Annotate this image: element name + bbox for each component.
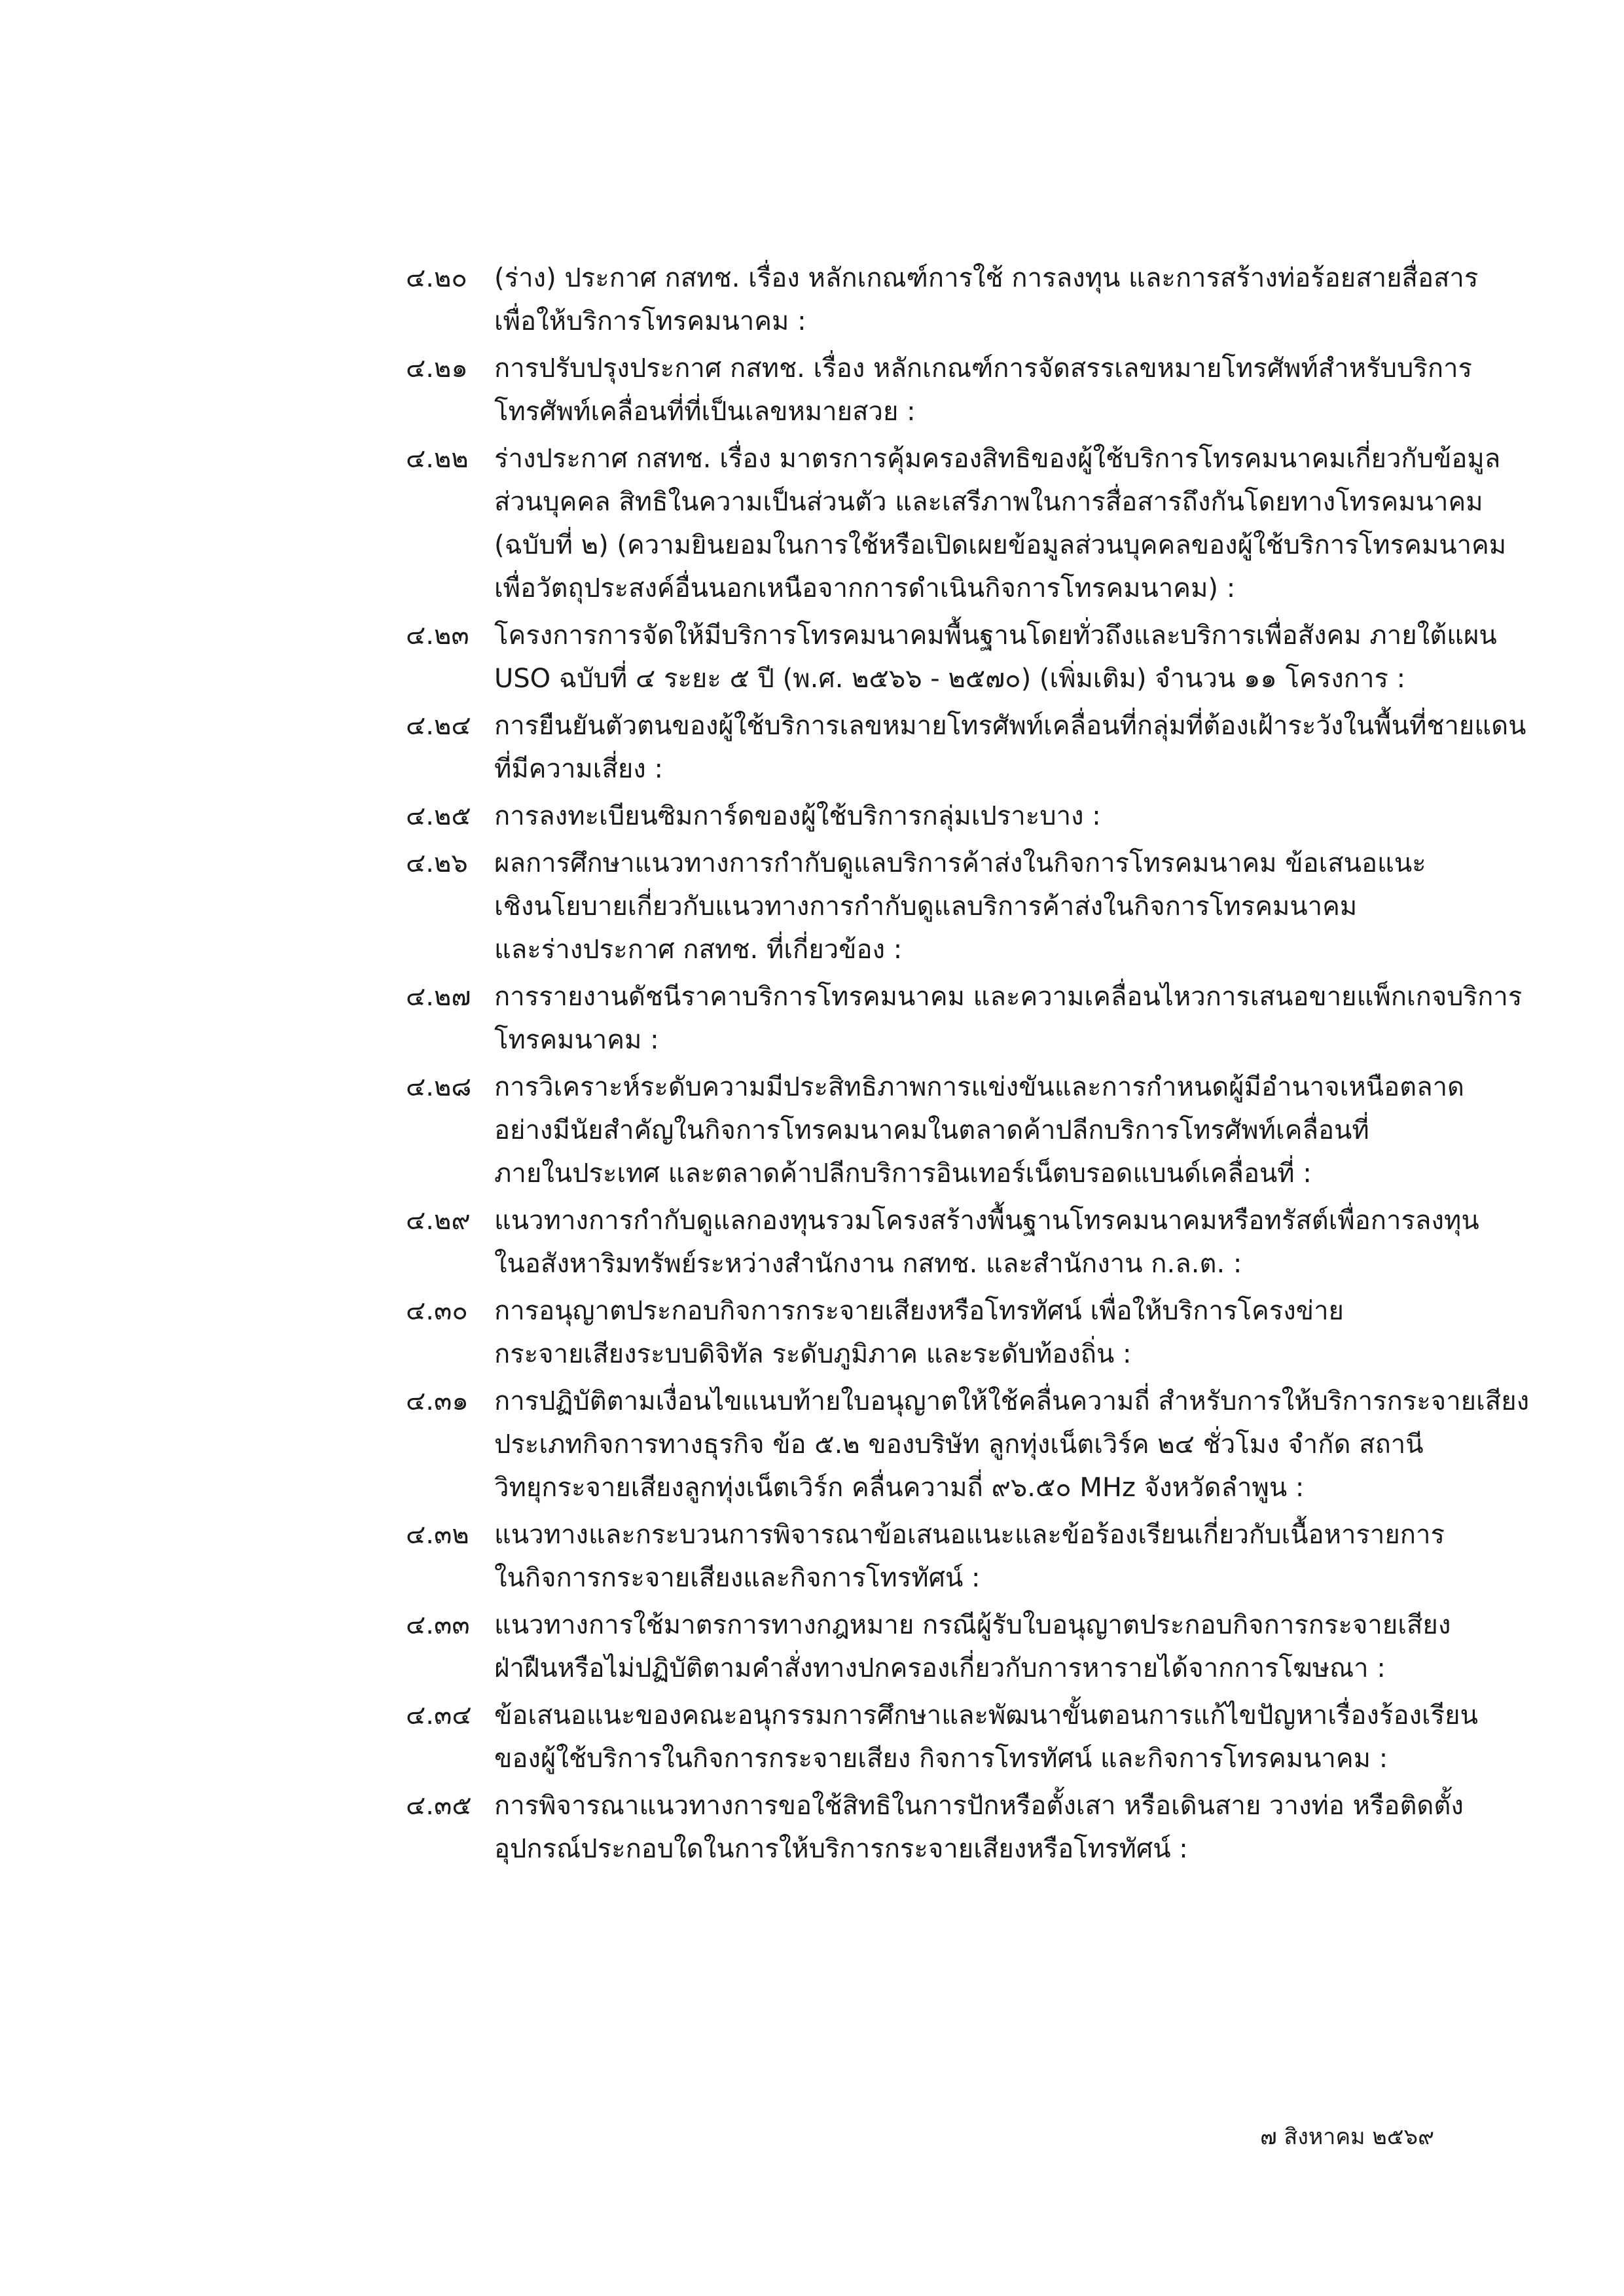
- agenda-item-line: (ฉบับที่ ๒) (ความยินยอมในการใช้หรือเปิดเผยข้อมูลส่วนบุคคลของผู้ใช้บริการโทรคมนาคม: [494, 530, 1507, 560]
- agenda-item-number: ๔.๒๘: [406, 1072, 472, 1102]
- agenda-item-number: ๔.๒๙: [406, 1206, 471, 1236]
- agenda-item-line: และร่างประกาศ กสทช. ที่เกี่ยวข้อง :: [494, 935, 903, 965]
- agenda-item-line: ฝ่าฝืนหรือไม่ปฏิบัติตามคำสั่งทางปกครองเกี่ยวกับการหารายได้จากการโฆษณา :: [494, 1653, 1386, 1683]
- agenda-item-line: USO ฉบับที่ ๔ ระยะ ๕ ปี (พ.ศ. ๒๕๖๖ - ๒๕๗๐) (เพิ่มเติม) จำนวน ๑๑ โครงการ :: [494, 664, 1406, 694]
- footer-date: ๗ สิงหาคม ๒๕๖๙: [1260, 2124, 1434, 2150]
- agenda-item-text: [494, 842, 1558, 971]
- agenda-item: [406, 1380, 1558, 1509]
- agenda-item-line: การยืนยันตัวตนของผู้ใช้บริการเลขหมายโทรศัพท์เคลื่อนที่กลุ่มที่ต้องเฝ้าระวังในพื้นที่ชายแดน: [494, 711, 1526, 741]
- agenda-item-line: การลงทะเบียนซิมการ์ดของผู้ใช้บริการกลุ่มเปราะบาง :: [494, 801, 1101, 831]
- agenda-item-line: ผลการศึกษาแนวทางการกำกับดูแลบริการค้าส่งในกิจการโทรคมนาคม ข้อเสนอแนะ: [494, 848, 1426, 878]
- agenda-item-line: โทรศัพท์เคลื่อนที่ที่เป็นเลขหมายสวย :: [494, 397, 916, 427]
- agenda-item-line: เชิงนโยบายเกี่ยวกับแนวทางการกำกับดูแลบริการค้าส่งในกิจการโทรคมนาคม: [494, 891, 1358, 922]
- agenda-item-text: [494, 1380, 1558, 1509]
- agenda-item-text: [494, 614, 1558, 700]
- agenda-item: [406, 1199, 1558, 1285]
- agenda-item-text: [494, 1066, 1558, 1195]
- agenda-item-line: การวิเคราะห์ระดับความมีประสิทธิภาพการแข่งขันและการกำหนดผู้มีอำนาจเหนือตลาด: [494, 1072, 1465, 1102]
- agenda-item-number: ๔.๓๓: [406, 1610, 470, 1640]
- agenda-item-line: อุปกรณ์ประกอบใดในการให้บริการกระจายเสียงหรือโทรทัศน์ :: [494, 1834, 1188, 1864]
- agenda-item-text: [494, 257, 1558, 343]
- agenda-item-line: การพิจารณาแนวทางการขอใช้สิทธิในการปักหรือตั้งเสา หรือเดินสาย วางท่อ หรือติดตั้ง: [494, 1791, 1464, 1821]
- agenda-item-line: แนวทางการกำกับดูแลกองทุนรวมโครงสร้างพื้นฐานโทรคมนาคมหรือทรัสต์เพื่อการลงทุน: [494, 1206, 1479, 1236]
- agenda-item-number: ๔.๒๕: [406, 801, 471, 831]
- agenda-item-line: ในอสังหาริมทรัพย์ระหว่างสำนักงาน กสทช. และสำนักงาน ก.ล.ต. :: [494, 1249, 1242, 1279]
- agenda-item-line: อย่างมีนัยสำคัญในกิจการโทรคมนาคมในตลาดค้าปลีกบริการโทรศัพท์เคลื่อนที่: [494, 1115, 1369, 1145]
- agenda-item: [406, 975, 1558, 1062]
- agenda-item-line: ในกิจการกระจายเสียงและกิจการโทรทัศน์ :: [494, 1563, 981, 1593]
- agenda-item-number: ๔.๓๒: [406, 1520, 469, 1550]
- agenda-item-number: ๔.๓๔: [406, 1700, 472, 1731]
- agenda-item-line: โทรคมนาคม :: [494, 1025, 659, 1055]
- agenda-item: [406, 1066, 1558, 1195]
- agenda-item: [406, 1784, 1558, 1871]
- agenda-item-line: การปรับปรุงประกาศ กสทช. เรื่อง หลักเกณฑ์การจัดสรรเลขหมายโทรศัพท์สำหรับบริการ: [494, 353, 1473, 384]
- agenda-item: [406, 257, 1558, 343]
- agenda-item-text: [494, 1784, 1558, 1871]
- agenda-item-line: การอนุญาตประกอบกิจการกระจายเสียงหรือโทรทัศน์ เพื่อให้บริการโครงข่าย: [494, 1296, 1344, 1326]
- agenda-item: [406, 704, 1558, 791]
- agenda-item-number: ๔.๒๔: [406, 711, 471, 741]
- agenda-item-text: [494, 795, 1558, 838]
- agenda-item: [406, 614, 1558, 700]
- agenda-item-line: กระจายเสียงระบบดิจิทัล ระดับภูมิภาค และระดับท้องถิ่น :: [494, 1339, 1132, 1369]
- agenda-item: [406, 1694, 1558, 1780]
- agenda-item-number: ๔.๓๕: [406, 1791, 472, 1821]
- agenda-item-line: ส่วนบุคคล สิทธิในความเป็นส่วนตัว และเสรีภาพในการสื่อสารถึงกันโดยทางโทรคมนาคม: [494, 487, 1483, 517]
- agenda-item-text: [494, 1513, 1558, 1600]
- agenda-item-number: ๔.๒๐: [406, 263, 467, 293]
- agenda-item-number: ๔.๒๓: [406, 620, 469, 651]
- agenda-item-line: เพื่อให้บริการโทรคมนาคม :: [494, 306, 806, 336]
- agenda-item-text: [494, 1199, 1558, 1285]
- agenda-item-line: ที่มีความเสี่ยง :: [494, 754, 664, 784]
- agenda-item-line: ประเภทกิจการทางธุรกิจ ข้อ ๕.๒ ของบริษัท ลูกทุ่งเน็ตเวิร์ค ๒๔ ชั่วโมง จำกัด สถานี: [494, 1429, 1424, 1460]
- agenda-item-line: แนวทางการใช้มาตรการทางกฎหมาย กรณีผู้รับใบอนุญาตประกอบกิจการกระจายเสียง: [494, 1610, 1451, 1640]
- agenda-item: [406, 1513, 1558, 1600]
- agenda-item-number: ๔.๒๒: [406, 444, 469, 474]
- agenda-item-number: ๔.๒๗: [406, 982, 471, 1012]
- agenda-item-number: ๔.๓๐: [406, 1296, 468, 1326]
- agenda-item-text: [494, 1694, 1558, 1780]
- agenda-item-text: [494, 1289, 1558, 1376]
- agenda-item-line: ของผู้ใช้บริการในกิจการกระจายเสียง กิจการโทรทัศน์ และกิจการโทรคมนาคม :: [494, 1744, 1388, 1774]
- agenda-item-line: เพื่อวัตถุประสงค์อื่นนอกเหนือจากการดำเนินกิจการโทรคมนาคม) :: [494, 573, 1236, 603]
- agenda-item-line: การรายงานดัชนีราคาบริการโทรคมนาคม และความเคลื่อนไหวการเสนอขายแพ็กเกจบริการ: [494, 982, 1523, 1012]
- agenda-item-line: ภายในประเทศ และตลาดค้าปลีกบริการอินเทอร์เน็ตบรอดแบนด์เคลื่อนที่ :: [494, 1158, 1312, 1189]
- agenda-item-line: ร่างประกาศ กสทช. เรื่อง มาตรการคุ้มครองสิทธิของผู้ใช้บริการโทรคมนาคมเกี่ยวกับข้อมูล: [494, 444, 1501, 474]
- agenda-list: [406, 257, 1558, 1874]
- agenda-item-text: [494, 1604, 1558, 1690]
- agenda-item-number: ๔.๒๖: [406, 848, 468, 878]
- agenda-item: [406, 347, 1558, 433]
- agenda-item: [406, 437, 1558, 610]
- agenda-item-text: [494, 704, 1558, 791]
- agenda-item-line: แนวทางและกระบวนการพิจารณาข้อเสนอแนะและข้อร้องเรียนเกี่ยวกับเนื้อหารายการ: [494, 1520, 1445, 1550]
- agenda-item-text: [494, 437, 1558, 610]
- agenda-item-number: ๔.๓๑: [406, 1386, 469, 1416]
- agenda-item-line: (ร่าง) ประกาศ กสทช. เรื่อง หลักเกณฑ์การใช้ การลงทุน และการสร้างท่อร้อยสายสื่อสาร: [494, 263, 1479, 293]
- agenda-item-line: วิทยุกระจายเสียงลูกทุ่งเน็ตเวิร์ก คลื่นความถี่ ๙๖.๕๐ MHz จังหวัดลำพูน :: [494, 1473, 1305, 1503]
- agenda-item-text: [494, 975, 1558, 1062]
- agenda-item: [406, 1604, 1558, 1690]
- agenda-item-number: ๔.๒๑: [406, 353, 468, 384]
- agenda-item-line: การปฏิบัติตามเงื่อนไขแนบท้ายใบอนุญาตให้ใช้คลื่นความถี่ สำหรับการให้บริการกระจายเสียง: [494, 1386, 1530, 1416]
- agenda-item: [406, 795, 1558, 838]
- agenda-item-text: [494, 347, 1558, 433]
- agenda-item-line: ข้อเสนอแนะของคณะอนุกรรมการศึกษาและพัฒนาขั้นตอนการแก้ไขปัญหาเรื่องร้องเรียน: [494, 1700, 1478, 1731]
- agenda-item: [406, 842, 1558, 971]
- agenda-item: [406, 1289, 1558, 1376]
- agenda-item-line: โครงการการจัดให้มีบริการโทรคมนาคมพื้นฐานโดยทั่วถึงและบริการเพื่อสังคม ภายใต้แผน: [494, 620, 1497, 651]
